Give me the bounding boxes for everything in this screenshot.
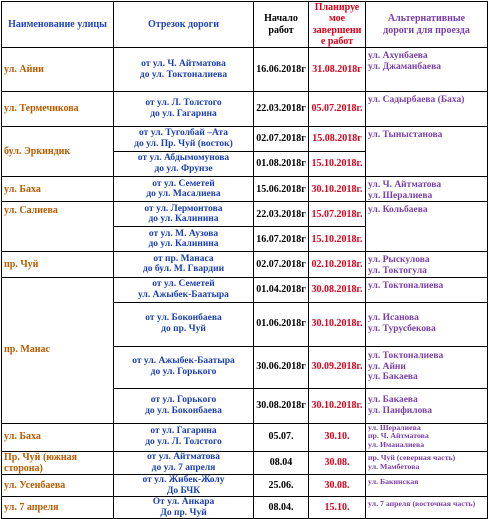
planned-end-date: 15.08.2018г [309,127,366,152]
table-row [2,177,488,202]
start-date: 22.03.2018г [254,202,309,227]
street-name: ул. Термечикова [2,92,114,127]
street-name: ул. Усенбаева [2,474,114,496]
road-segment: от ул. Лермонтова до ул. Калинина [114,202,254,227]
alternative-roads: пр. Чуй (северная часть) ул. Мамбетова [366,451,488,474]
road-segment: от ул. Боконбаева до пр. Чуй [114,302,254,346]
table-row [2,451,488,474]
road-segment: от ул. Горького до ул. Боконбаева [114,388,254,423]
planned-end-date: 05.07.2018г. [309,92,366,127]
street-name: ул. 7 апреля [2,497,114,519]
road-segment: от ул. Айтматова до ул. 7 апреля [114,451,254,474]
alternative-roads: ул. Садырбаева (Баха) [366,92,488,127]
table-row [2,277,488,302]
table-row [2,474,488,496]
street-name: Пр. Чуй (южная сторона) [2,451,114,474]
alternative-roads: ул. Токтоналиева ул. Айни ул. Бакаева [366,346,488,388]
start-date: 16.06.2018г [254,48,309,92]
planned-end-date: 15.10.2018г. [309,152,366,177]
planned-end-date: 30.10.2018г. [309,177,366,202]
planned-end-date: 15.10.2018г. [309,227,366,252]
alternative-roads: ул. Ч. Айтматова ул. Шералиева [366,177,488,202]
start-date: 30.08.2018г [254,388,309,423]
road-segment: от ул. Абдымомунова до ул. Фрунзе [114,152,254,177]
alternative-roads: ул. Ахунбаева ул. Джаманбаева [366,48,488,92]
road-segment: от пр. Манаса до бул. М. Гвардии [114,252,254,277]
start-date: 02.07.2018г [254,127,309,152]
start-date: 08.04. [254,497,309,519]
table-row [2,127,488,152]
table-row [2,423,488,451]
start-date: 01.04.2018г [254,277,309,302]
start-date: 08.04 [254,451,309,474]
table-row [2,92,488,127]
start-date: 30.06.2018г [254,346,309,388]
planned-end-date: 30.10.2018г. [309,388,366,423]
start-date: 01.08.2018г [254,152,309,177]
street-name: пр. Манас [2,277,114,423]
header-street: Наименование улицы [2,2,114,48]
planned-end-date: 31.08.2018г [309,48,366,92]
alternative-roads: ул. Бакинская [366,474,488,496]
table-row [2,48,488,92]
planned-end-date: 30.10.2018г. [309,302,366,346]
street-name: ул. Баха [2,177,114,202]
start-date: 15.06.2018г [254,177,309,202]
alternative-roads: ул. Бакаева ул. Панфилова [366,388,488,423]
road-segment: От ул. Анкара До пр. Чуй [114,497,254,519]
start-date: 01.06.2018г [254,302,309,346]
table-row [2,252,488,277]
alternative-roads: ул. 7 апреля (восточная часть) [366,497,488,519]
alternative-roads: ул. Кольбаева [366,202,488,252]
planned-end-date: 30.08. [309,451,366,474]
planned-end-date: 30.08.2018г. [309,277,366,302]
road-segment: от ул. Гагарина до ул. Л. Толстого [114,423,254,451]
road-segment: от ул. Жибек-Жолу До БЧК [114,474,254,496]
road-segment: от ул. Семетей ул. Ажыбек-Баатыра [114,277,254,302]
planned-end-date: 30.09.2018г. [309,346,366,388]
street-name: пр. Чуй [2,252,114,277]
start-date: 05.07. [254,423,309,451]
header-segment: Отрезок дороги [114,2,254,48]
roadworks-table [1,1,488,519]
alternative-roads: ул. Шералиева пр. Ч. Айтматова ул. Иманалиева [366,423,488,451]
start-date: 22.03.2018г [254,92,309,127]
road-segment: от ул. Ажыбек-Баатыра до ул. Горького [114,346,254,388]
planned-end-date: 15.07.2018г. [309,202,366,227]
street-name: ул. Айни [2,48,114,92]
street-name: бул. Эркиндик [2,127,114,177]
header-start: Начало работ [254,2,309,48]
alternative-roads: ул. Исанова ул. Турусбекова [366,302,488,346]
planned-end-date: 02.10.2018г. [309,252,366,277]
road-segment: от ул. Ч. Айтматова до ул. Токтоналиева [114,48,254,92]
table-row [2,202,488,227]
alternative-roads: ул. Тыныстанова [366,127,488,177]
header-alternative-roads: Альтернативные дороги для проезда [366,2,488,48]
alternative-roads: ул. Токтоналиева [366,277,488,302]
street-name: ул. Баха [2,423,114,451]
road-segment: от ул. М. Аузова до ул. Калинина [114,227,254,252]
start-date: 25.06. [254,474,309,496]
planned-end-date: 15.10. [309,497,366,519]
street-name: ул. Салиева [2,202,114,252]
header-planned-completion: Планируе мое завершени е работ [309,2,366,48]
alternative-roads: ул. Рыскулова ул. Токтогула [366,252,488,277]
planned-end-date: 30.08. [309,474,366,496]
start-date: 02.07.2018г [254,252,309,277]
planned-end-date: 30.10. [309,423,366,451]
road-segment: от ул. Л. Толстого до ул. Гагарина [114,92,254,127]
road-segment: от ул. Семетей до ул. Масалиева [114,177,254,202]
road-segment: от ул. Туголбай –Ата до ул. Пр. Чуй (восток) [114,127,254,152]
header-row [2,2,488,48]
start-date: 16.07.2018г [254,227,309,252]
